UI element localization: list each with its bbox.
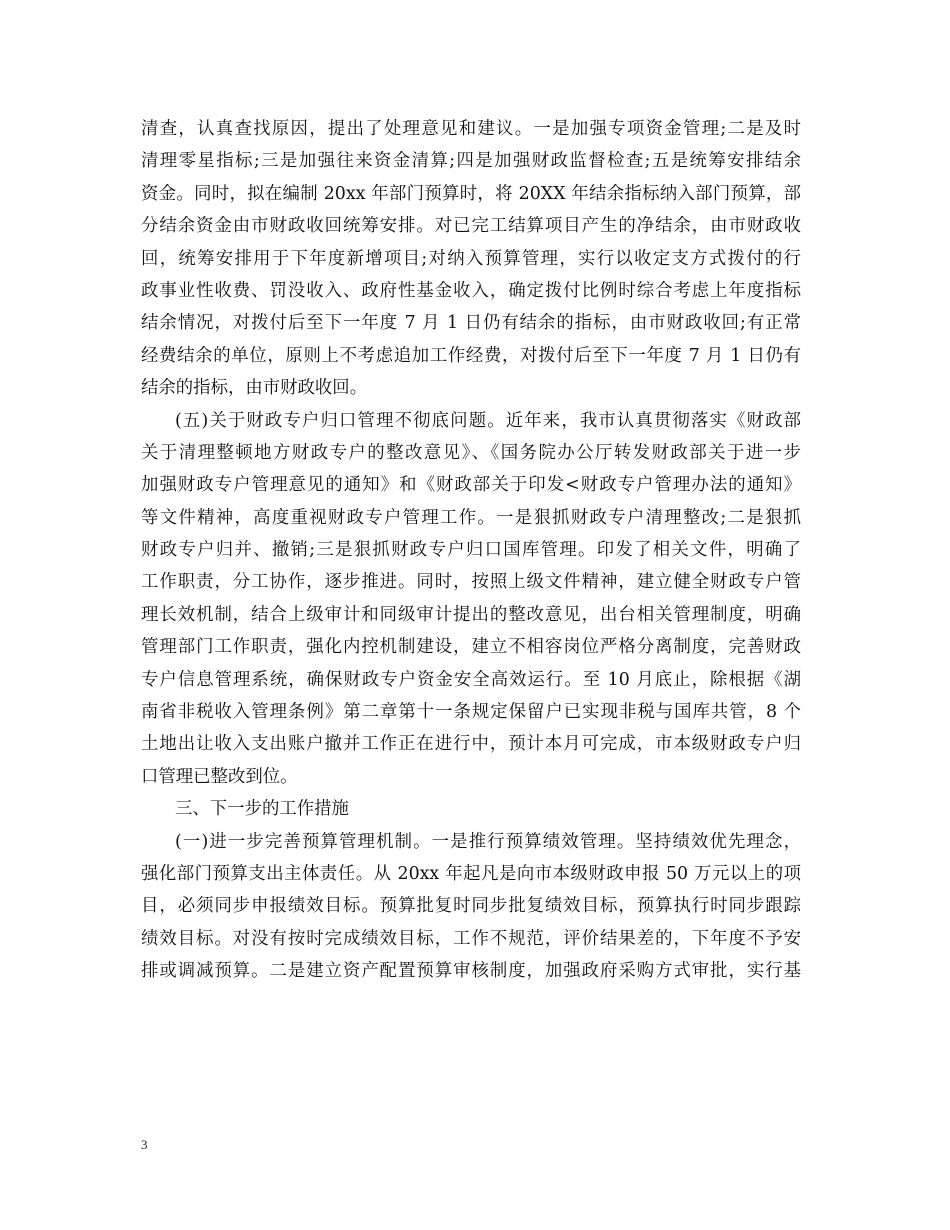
- body-text-line: 口管理已整改到位。: [141, 766, 298, 787]
- body-text-line: 清查，认真查找原因，提出了处理意见和建议。一是加强专项资金管理;二是及时: [141, 119, 801, 139]
- section-heading: 三、下一步的工作措施: [175, 799, 349, 820]
- body-text-line: 加强财政专户管理意见的通知》和《财政部关于印发<财政专户管理办法的通知》: [141, 475, 801, 496]
- document-body: [141, 113, 801, 988]
- body-text-line: 清理零星指标;三是加强往来资金清算;四是加强财政监督检查;五是统筹安排结余: [141, 151, 801, 172]
- body-text-line: 结余的指标，由市财政收回。: [141, 378, 368, 399]
- body-text-line: 土地出让收入支出账户撤并工作正在进行中，预计本月可完成，市本级财政专户归: [141, 734, 801, 755]
- page-number: 3: [141, 1137, 148, 1152]
- body-text-line: 等文件精神，高度重视财政专户管理工作。一是狠抓财政专户清理整改;二是狠抓: [141, 507, 801, 528]
- body-text-line: 资金。同时，拟在编制 20xx 年部门预算时，将 20XX 年结余指标纳入部门预算，部: [141, 183, 801, 204]
- body-text-line: 理长效机制，结合上级审计和同级审计提出的整改意见，出台相关管理制度，明确: [141, 604, 801, 625]
- body-text-line: 政事业性收费、罚没收入、政府性基金收入，确定拨付比例时综合考虑上年度指标: [141, 280, 801, 301]
- body-text-line: 财政专户归并、撤销;三是狠抓财政专户归口国库管理。印发了相关文件，明确了: [141, 540, 801, 561]
- body-text-line: 回，统筹安排用于下年度新增项目;对纳入预算管理，实行以收定支方式拨付的行: [141, 248, 801, 269]
- body-text-line: 工作职责，分工协作，逐步推进。同时，按照上级文件精神，建立健全财政专户管: [141, 572, 801, 593]
- body-text-line: 排或调减预算。二是建立资产配置预算审核制度，加强政府采购方式审批，实行基: [141, 961, 801, 982]
- paragraph-heading-line: (五)关于财政专户归口管理不彻底问题。近年来，我市认真贯彻落实《财政部: [175, 410, 801, 431]
- body-text-line: 结余情况，对拨付后至下一年度 7 月 1 日仍有结余的指标，由市财政收回;有正常: [141, 313, 801, 334]
- body-text-line: 强化部门预算支出主体责任。从 20xx 年起凡是向市本级财政申报 50 万元以上的项: [141, 863, 801, 884]
- body-text-line: 关于清理整顿地方财政专户的整改意见》、《国务院办公厅转发财政部关于进一步: [141, 442, 801, 463]
- body-text-line: 南省非税收入管理条例》第二章第十一条规定保留户已实现非税与国库共管，8 个: [141, 702, 801, 723]
- body-text-line: 专户信息管理系统，确保财政专户资金安全高效运行。至 10 月底止，除根据《湖: [141, 669, 801, 690]
- paragraph-heading-line: (一)进一步完善预算管理机制。一是推行预算绩效管理。坚持绩效优先理念，: [175, 831, 801, 852]
- body-text-line: 管理部门工作职责，强化内控机制建设，建立不相容岗位严格分离制度，完善财政: [141, 637, 801, 658]
- body-text-line: 目，必须同步申报绩效目标。预算批复时同步批复绩效目标，预算执行时同步跟踪: [141, 896, 801, 917]
- body-text-line: 分结余资金由市财政收回统筹安排。对已完工结算项目产生的净结余，由市财政收: [141, 216, 801, 237]
- body-text-line: 绩效目标。对没有按时完成绩效目标，工作不规范，评价结果差的，下年度不予安: [141, 928, 801, 949]
- body-text-line: 经费结余的单位，原则上不考虑追加工作经费，对拨付后至下一年度 7 月 1 日仍有: [141, 345, 801, 366]
